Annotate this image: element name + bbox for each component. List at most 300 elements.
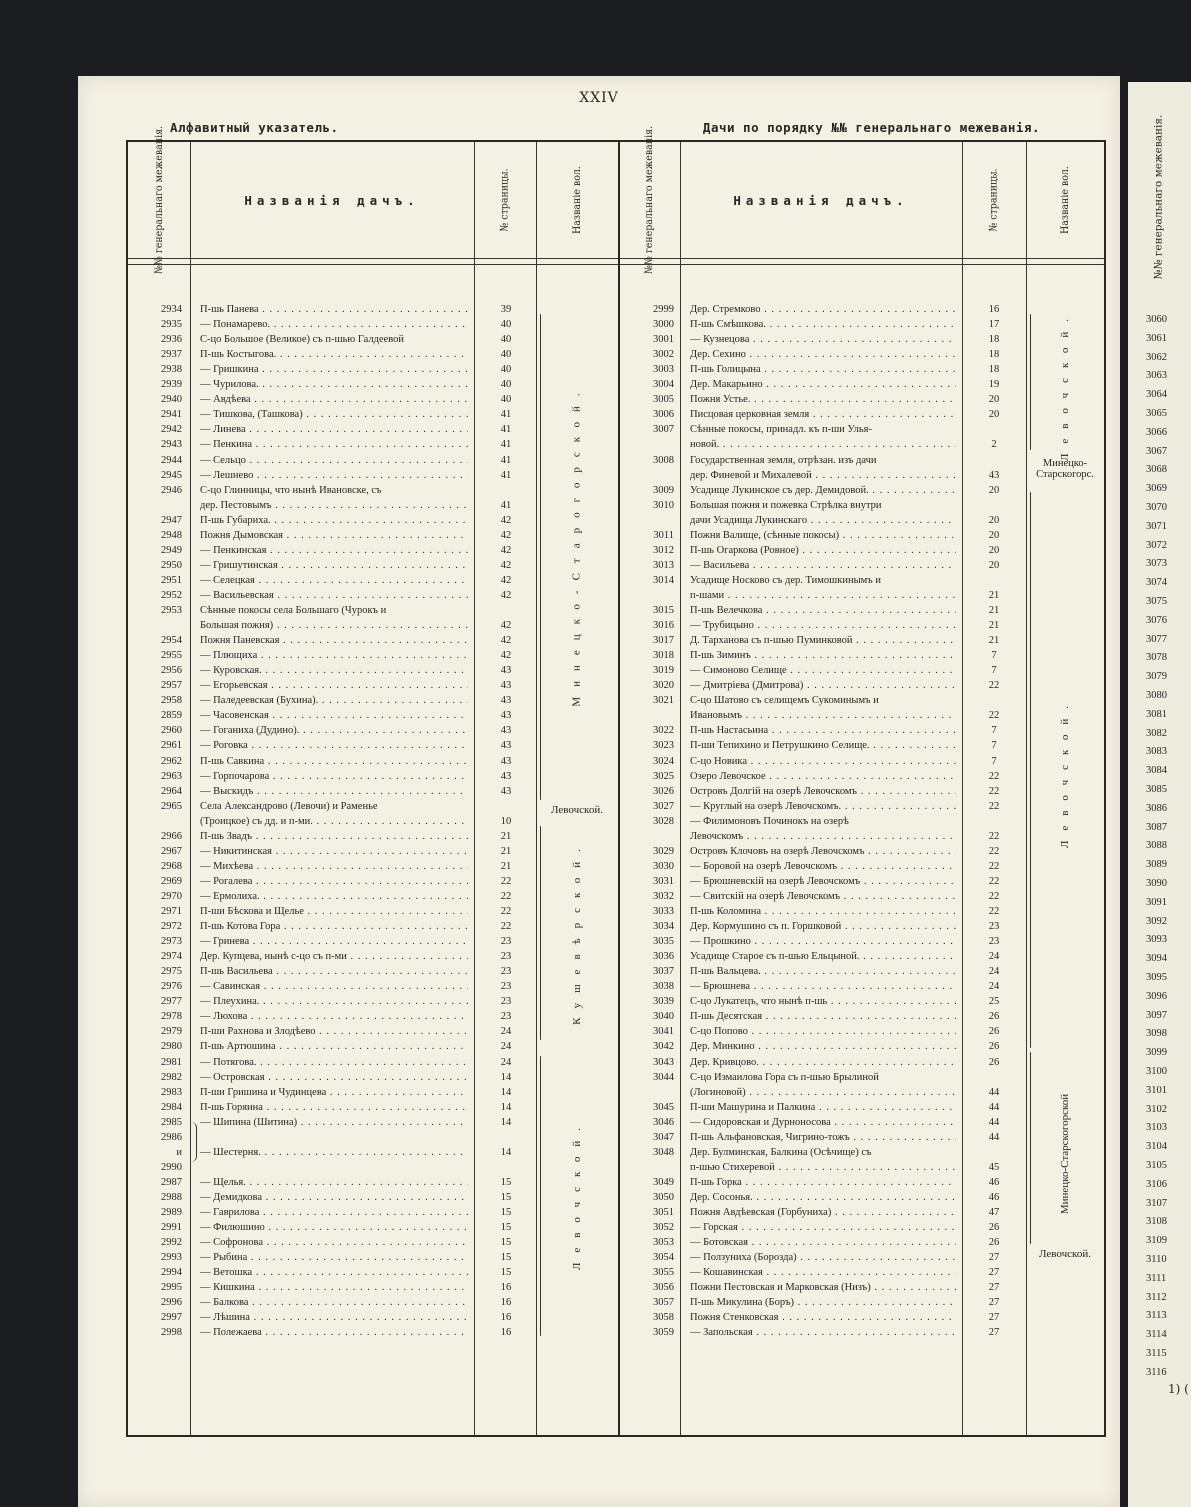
- left-row-number: 2954: [161, 635, 182, 646]
- next-page-number: 3098: [1146, 1028, 1167, 1039]
- left-row-name: — Егорьевская . . .: [200, 678, 468, 693]
- left-row-name: — Щелья. . . .: [200, 1175, 468, 1190]
- left-row-page: 15: [500, 1222, 512, 1233]
- right-row-name: Островъ Долгій на озерѣ Левочскомъ . . .: [690, 784, 956, 799]
- left-row-page: 40: [500, 349, 512, 360]
- volost-brace: [540, 1056, 541, 1336]
- left-row-page: 43: [500, 725, 512, 736]
- left-row-number: 2859: [161, 710, 182, 721]
- right-row-name: Дер. Сосонья. . . .: [690, 1190, 956, 1205]
- left-row-name: — Рогалева . . .: [200, 874, 468, 889]
- left-row-name: — Филюшино . . .: [200, 1220, 468, 1235]
- right-row-number: 3056: [653, 1282, 674, 1293]
- left-row-number: 2983: [161, 1087, 182, 1098]
- left-row-name: — Гоганиха (Дудино). . . .: [200, 723, 468, 738]
- right-row-page: 47: [988, 1207, 1000, 1218]
- left-row-page: 21: [500, 831, 512, 842]
- right-row-number: 3053: [653, 1237, 674, 1248]
- left-row-name: — Выскидъ . . .: [200, 784, 468, 799]
- right-row-name: С-цо Попово . . .: [690, 1024, 956, 1039]
- right-row-page: 27: [988, 1327, 1000, 1338]
- right-row-number: 3051: [653, 1207, 674, 1218]
- left-row-page: 16: [500, 1327, 512, 1338]
- left-row-number: 2939: [161, 379, 182, 390]
- right-row-name: П-шь Горка . . .: [690, 1175, 956, 1190]
- right-row-name: Усадище Лукинское съ дер. Демидовой. . . .: [690, 483, 956, 498]
- right-row-number: 3041: [653, 1026, 674, 1037]
- row-brace: [188, 1122, 197, 1162]
- volost-right-3: Левочской.: [1059, 696, 1072, 848]
- right-row-page: 22: [988, 906, 1000, 917]
- right-row-page: 26: [988, 1041, 1000, 1052]
- right-row-page: 26: [988, 1026, 1000, 1037]
- left-row-name: П-шь Савкина . . .: [200, 754, 468, 769]
- left-row-name: Села Александрово (Левочи) и Раменье: [200, 801, 378, 812]
- left-row-page: 43: [500, 756, 512, 767]
- left-row-page: 42: [500, 635, 512, 646]
- right-row-name: — Брюшнева . . .: [690, 979, 956, 994]
- left-row-number: 2957: [161, 680, 182, 691]
- right-row-page: 24: [988, 951, 1000, 962]
- left-row-name: — Лешнево . . .: [200, 468, 468, 483]
- next-page-number: 3102: [1146, 1104, 1167, 1115]
- right-row-name: Ивановымъ . . .: [690, 708, 956, 723]
- right-row-name: П-шь Огаркова (Ровное) . . .: [690, 543, 956, 558]
- left-row-page: 15: [500, 1237, 512, 1248]
- left-row-name: — Потягова. . . .: [200, 1055, 468, 1070]
- right-row-number: 3011: [653, 530, 674, 541]
- next-page-number: 3113: [1146, 1310, 1167, 1321]
- right-row-page: 20: [988, 485, 1000, 496]
- right-row-name: п-шью Стихеревой . . .: [690, 1160, 956, 1175]
- right-row-page: 27: [988, 1267, 1000, 1278]
- left-row-page: 15: [500, 1192, 512, 1203]
- left-row-page: 23: [500, 951, 512, 962]
- left-row-name: П-шь Горяина . . .: [200, 1100, 468, 1115]
- col-head-name-left: Названія дачъ.: [244, 192, 420, 208]
- left-row-name: П-шь Губариха. . . .: [200, 513, 468, 528]
- next-page-number: 3067: [1146, 446, 1167, 457]
- left-row-number: 2995: [161, 1282, 182, 1293]
- col-head-page-left: № страницы.: [499, 168, 512, 232]
- next-page-number: 3085: [1146, 784, 1167, 795]
- left-row-page: 42: [500, 575, 512, 586]
- left-row-number: 2943: [161, 439, 182, 450]
- next-page-number: 3080: [1146, 690, 1167, 701]
- left-row-page: 42: [500, 515, 512, 526]
- right-row-name: Пожня Валище, (сѣнные покосы) . . .: [690, 528, 956, 543]
- right-row-number: 3037: [653, 966, 674, 977]
- volost-left-2: Левочской.: [551, 804, 603, 816]
- left-row-name: Пожня Дымовская . . .: [200, 528, 468, 543]
- left-row-name: П-шь Котова Гора . . .: [200, 919, 468, 934]
- right-row-name: Дер. Стремково . . .: [690, 302, 956, 317]
- left-row-page: 40: [500, 379, 512, 390]
- left-row-number: 2947: [161, 515, 182, 526]
- left-row-page: 22: [500, 891, 512, 902]
- left-row-name: — Никитинская . . .: [200, 844, 468, 859]
- right-row-number: 3001: [653, 334, 674, 345]
- right-row-number: 3017: [653, 635, 674, 646]
- right-row-name: п-шами . . .: [690, 588, 956, 603]
- right-row-name: П-шь Велечкова . . .: [690, 603, 956, 618]
- volost-left-4: Левочской.: [571, 1118, 584, 1270]
- next-page-number: 3103: [1146, 1122, 1167, 1133]
- left-row-page: 21: [500, 846, 512, 857]
- right-row-number: 3000: [653, 319, 674, 330]
- right-row-number: 3054: [653, 1252, 674, 1263]
- left-row-page: 40: [500, 334, 512, 345]
- next-page-number: 3097: [1146, 1010, 1167, 1021]
- right-row-page: 23: [988, 936, 1000, 947]
- left-row-name: — Селецкая . . .: [200, 573, 468, 588]
- right-row-number: 3030: [653, 861, 674, 872]
- right-row-number: 3007: [653, 424, 674, 435]
- left-row-number: и: [176, 1147, 182, 1158]
- left-row-page: 22: [500, 876, 512, 887]
- right-row-page: 44: [988, 1117, 1000, 1128]
- left-row-name: П-ши Гришина и Чудинцева . . .: [200, 1085, 468, 1100]
- right-row-page: 16: [988, 304, 1000, 315]
- right-row-number: 3010: [653, 500, 674, 511]
- right-row-page: [964, 453, 1024, 468]
- left-row-page: 41: [500, 470, 512, 481]
- right-row-page: [964, 814, 1024, 829]
- left-row-number: 2941: [161, 409, 182, 420]
- right-row-name: — Свитскій на озерѣ Левочскомъ . . .: [690, 889, 956, 904]
- right-row-page: 18: [988, 364, 1000, 375]
- next-page-number: 3082: [1146, 728, 1167, 739]
- col-rule: [474, 142, 475, 1435]
- left-row-number: [130, 814, 182, 829]
- left-row-name: — Люхова . . .: [200, 1009, 468, 1024]
- right-row-page: 22: [988, 771, 1000, 782]
- left-row-number: 2950: [161, 560, 182, 571]
- left-row-page: 39: [500, 304, 512, 315]
- next-page-number: 3111: [1146, 1273, 1167, 1284]
- left-row-page: 43: [500, 710, 512, 721]
- right-row-page: 20: [988, 409, 1000, 420]
- left-row-page: 40: [500, 394, 512, 405]
- left-row-number: [130, 618, 182, 633]
- left-row-number: 2991: [161, 1222, 182, 1233]
- left-row-page: 24: [500, 1041, 512, 1052]
- col-head-num-left: №№ генеральнаго межеванія.: [153, 125, 166, 275]
- left-row-name: [200, 1130, 468, 1145]
- right-row-number: 3032: [653, 891, 674, 902]
- left-row-number: 2976: [161, 981, 182, 992]
- right-row-number: 3039: [653, 996, 674, 1007]
- left-row-page: 23: [500, 966, 512, 977]
- left-row-number: 2953: [161, 605, 182, 616]
- left-row-page: 42: [500, 620, 512, 631]
- right-row-page: 20: [988, 394, 1000, 405]
- next-page-number: 3101: [1146, 1085, 1167, 1096]
- left-row-page: [476, 483, 536, 498]
- left-row-name: П-шь Артюшина . . .: [200, 1039, 468, 1054]
- right-row-number: 3033: [653, 906, 674, 917]
- left-row-number: 2958: [161, 695, 182, 706]
- right-row-page: 21: [988, 635, 1000, 646]
- volost-brace: [1030, 314, 1031, 450]
- next-page-number: 3091: [1146, 897, 1167, 908]
- left-row-number: 2935: [161, 319, 182, 330]
- next-page-number: 3092: [1146, 916, 1167, 927]
- left-row-page: 43: [500, 771, 512, 782]
- right-row-name: Дер. Булминская, Балкина (Осѣчище) съ: [690, 1147, 872, 1158]
- right-row-page: 20: [988, 530, 1000, 541]
- left-row-name: — Островская . . .: [200, 1070, 468, 1085]
- left-row-number: 2968: [161, 861, 182, 872]
- left-row-name: — Ермолиха. . . .: [200, 889, 468, 904]
- right-row-name: — Круглый на озерѣ Левочскомъ. . . .: [690, 799, 956, 814]
- right-row-number: 3026: [653, 786, 674, 797]
- right-row-number: [622, 513, 674, 528]
- right-row-number: 3047: [653, 1132, 674, 1143]
- right-row-page: 22: [988, 801, 1000, 812]
- right-row-page: 17: [988, 319, 1000, 330]
- right-row-number: 3014: [653, 575, 674, 586]
- left-row-number: 2936: [161, 334, 182, 345]
- next-page-number: 3084: [1146, 765, 1167, 776]
- next-page-number: 3072: [1146, 540, 1167, 551]
- left-row-name: (Троицкое) съ дд. и п-ми. . . .: [200, 814, 468, 829]
- left-row-number: 2937: [161, 349, 182, 360]
- left-row-number: 2962: [161, 756, 182, 767]
- right-row-name: Дер. Минкино . . .: [690, 1039, 956, 1054]
- left-row-page: 15: [500, 1252, 512, 1263]
- left-row-number: 2949: [161, 545, 182, 556]
- next-page-number: 3114: [1146, 1329, 1167, 1340]
- right-row-page: 44: [988, 1132, 1000, 1143]
- left-row-name: — Роговка . . .: [200, 738, 468, 753]
- right-row-number: 3016: [653, 620, 674, 631]
- left-row-name: П-ши Бѣскова и Щелье . . .: [200, 904, 468, 919]
- right-row-page: 44: [988, 1102, 1000, 1113]
- right-row-page: 45: [988, 1162, 1000, 1173]
- next-page-number: 3105: [1146, 1160, 1167, 1171]
- left-row-name: — Демидкова . . .: [200, 1190, 468, 1205]
- right-row-page: 44: [988, 1087, 1000, 1098]
- right-row-page: 22: [988, 846, 1000, 857]
- left-row-name: — Линева . . .: [200, 422, 468, 437]
- next-page-number: 3078: [1146, 652, 1167, 663]
- left-row-page: 22: [500, 921, 512, 932]
- right-row-number: 3044: [653, 1072, 674, 1083]
- right-row-number: 3028: [653, 816, 674, 827]
- left-row-name: П-шь Костыгова. . . .: [200, 347, 468, 362]
- col-rule-center: [618, 142, 620, 1435]
- right-row-number: 3015: [653, 605, 674, 616]
- left-row-name: Пожня Паневская . . .: [200, 633, 468, 648]
- next-page-number: 3076: [1146, 615, 1167, 626]
- right-row-number: 3020: [653, 680, 674, 691]
- left-row-page: 41: [500, 455, 512, 466]
- left-row-number: 2946: [161, 485, 182, 496]
- header-rule-2: [128, 264, 1104, 265]
- right-row-number: 3046: [653, 1117, 674, 1128]
- right-row-number: 3005: [653, 394, 674, 405]
- col-head-vol-left: Названіе вол.: [571, 166, 583, 234]
- right-row-page: 20: [988, 545, 1000, 556]
- next-page-number: 3086: [1146, 803, 1167, 814]
- right-row-page: [964, 1145, 1024, 1160]
- right-row-number: 3025: [653, 771, 674, 782]
- col-head-name-right: Названія дачъ.: [733, 192, 909, 208]
- right-row-name: — Горская . . .: [690, 1220, 956, 1235]
- next-page-number: 3069: [1146, 483, 1167, 494]
- right-row-name: — Сидоровская и Дурноносова . . .: [690, 1115, 956, 1130]
- left-row-name: — Тишкова, (Ташкова) . . .: [200, 407, 468, 422]
- left-row-name: — Плющиха . . .: [200, 648, 468, 663]
- next-page-number: 3071: [1146, 521, 1167, 532]
- next-page-number: 3115: [1146, 1348, 1167, 1359]
- right-row-number: 3040: [653, 1011, 674, 1022]
- left-row-number: 2977: [161, 996, 182, 1007]
- left-row-page: 23: [500, 996, 512, 1007]
- left-row-name: [200, 1160, 468, 1175]
- left-row-name: Большая пожня) . . .: [200, 618, 468, 633]
- right-row-number: 3052: [653, 1222, 674, 1233]
- left-row-number: 2978: [161, 1011, 182, 1022]
- right-row-number: 3009: [653, 485, 674, 496]
- left-row-number: 2982: [161, 1072, 182, 1083]
- right-row-number: [622, 1160, 674, 1175]
- left-row-number: 2980: [161, 1041, 182, 1052]
- next-page-number: 3093: [1146, 934, 1167, 945]
- left-row-name: — Понамарево. . . .: [200, 317, 468, 332]
- right-row-name: П-шь Смѣшкова. . . .: [690, 317, 956, 332]
- left-row-number: 2969: [161, 876, 182, 887]
- left-row-name: — Гаврилова . . .: [200, 1205, 468, 1220]
- next-page-number: 3087: [1146, 822, 1167, 833]
- right-row-number: 3027: [653, 801, 674, 812]
- left-row-number: 2963: [161, 771, 182, 782]
- next-page-number: 3062: [1146, 352, 1167, 363]
- volost-brace: [1030, 492, 1031, 1048]
- left-row-name: С-цо Большое (Великое) съ п-шью Галдеевой: [200, 334, 405, 345]
- left-row-page: 10: [500, 816, 512, 827]
- right-row-page: 7: [991, 665, 997, 676]
- right-row-name: Сѣнные покосы, принадл. къ п-ши Улья-: [690, 424, 873, 435]
- left-row-page: 14: [500, 1072, 512, 1083]
- right-row-name: С-цо Шатово съ селищемъ Сукоминымъ и: [690, 695, 879, 706]
- right-row-page: 22: [988, 861, 1000, 872]
- right-row-page: 22: [988, 831, 1000, 842]
- right-row-page: 22: [988, 680, 1000, 691]
- left-row-number: 2967: [161, 846, 182, 857]
- right-row-number: 3035: [653, 936, 674, 947]
- col-head-page-right: № страницы.: [987, 168, 1000, 232]
- right-row-name: П-шь Настасьина . . .: [690, 723, 956, 738]
- next-page-header: №№ генеральнаго межеванія.: [1152, 114, 1165, 280]
- right-row-page: 20: [988, 560, 1000, 571]
- left-row-name: — Часовенская . . .: [200, 708, 468, 723]
- left-row-name: дер. Пестовымъ . . .: [200, 498, 468, 513]
- right-row-page: 46: [988, 1177, 1000, 1188]
- next-page-number: 3110: [1146, 1254, 1167, 1265]
- next-page-number: 3112: [1146, 1292, 1167, 1303]
- right-row-name: (Логиновой) . . .: [690, 1085, 956, 1100]
- right-row-name: — Брюшневскій на озерѣ Левочскомъ . . .: [690, 874, 956, 889]
- left-row-page: 43: [500, 665, 512, 676]
- right-row-name: дачи Усадища Лукинскаго . . .: [690, 513, 956, 528]
- right-row-page: 22: [988, 891, 1000, 902]
- right-row-name: Островъ Клочовъ на озерѣ Левочскомъ . . .: [690, 844, 956, 859]
- right-row-page: 7: [991, 650, 997, 661]
- right-row-number: 3018: [653, 650, 674, 661]
- right-row-name: Писцовая церковная земля . . .: [690, 407, 956, 422]
- left-row-number: 2940: [161, 394, 182, 405]
- left-row-number: 2942: [161, 424, 182, 435]
- left-row-number: [130, 498, 182, 513]
- left-row-name: — Рыбина . . .: [200, 1250, 468, 1265]
- next-page-number: 3074: [1146, 577, 1167, 588]
- right-row-number: 3031: [653, 876, 674, 887]
- right-row-page: 27: [988, 1252, 1000, 1263]
- right-row-name: П-шь Микулина (Боръ) . . .: [690, 1295, 956, 1310]
- right-row-page: 22: [988, 786, 1000, 797]
- left-row-name: — Куровская. . . .: [200, 663, 468, 678]
- left-row-page: 23: [500, 936, 512, 947]
- right-row-page: 25: [988, 996, 1000, 1007]
- right-row-number: 3048: [653, 1147, 674, 1158]
- left-row-page: 21: [500, 861, 512, 872]
- left-row-page: 42: [500, 650, 512, 661]
- left-row-name: — Васильевская . . .: [200, 588, 468, 603]
- right-row-page: 22: [988, 876, 1000, 887]
- col-head-num-right: №№ генеральнаго межеванія.: [643, 125, 656, 275]
- left-row-number: 2952: [161, 590, 182, 601]
- left-row-page: 15: [500, 1207, 512, 1218]
- left-row-number: 2996: [161, 1297, 182, 1308]
- right-row-name: Усадище Старое съ п-шью Ельцыной. . . .: [690, 949, 956, 964]
- right-row-page: 26: [988, 1011, 1000, 1022]
- right-row-number: 3003: [653, 364, 674, 375]
- left-row-page: 22: [500, 906, 512, 917]
- right-row-name: — Боровой на озерѣ Левочскомъ . . .: [690, 859, 956, 874]
- left-row-name: — Паледеевская (Бухина). . . .: [200, 693, 468, 708]
- left-row-name: — Савинская . . .: [200, 979, 468, 994]
- left-row-number: 2992: [161, 1237, 182, 1248]
- next-page-number: 3079: [1146, 671, 1167, 682]
- right-row-number: [622, 1085, 674, 1100]
- next-page-strip: [1128, 82, 1191, 1507]
- right-row-name: — Дмитріева (Дмитрова) . . .: [690, 678, 956, 693]
- next-page-number: 3075: [1146, 596, 1167, 607]
- right-row-number: 3058: [653, 1312, 674, 1323]
- left-row-page: 42: [500, 560, 512, 571]
- left-row-number: 2972: [161, 921, 182, 932]
- right-row-name: С-цо Новика . . .: [690, 754, 956, 769]
- left-row-name: П-шь Звадъ . . .: [200, 829, 468, 844]
- right-row-name: Д. Тарханова съ п-шью Пуминковой . . .: [690, 633, 956, 648]
- right-row-number: 3004: [653, 379, 674, 390]
- header-left: Алфавитный указатель.: [170, 120, 339, 135]
- right-row-name: П-шь Зиминъ . . .: [690, 648, 956, 663]
- right-row-page: 26: [988, 1057, 1000, 1068]
- left-row-number: 2955: [161, 650, 182, 661]
- left-row-name: Дер. Купцева, нынѣ с-цо съ п-ми . . .: [200, 949, 468, 964]
- left-row-number: 2975: [161, 966, 182, 977]
- next-page-number: 3060: [1146, 314, 1167, 325]
- footnote: 1) (: [1168, 1382, 1189, 1396]
- left-row-name: — Полежаева . . .: [200, 1325, 468, 1340]
- right-row-number: 3029: [653, 846, 674, 857]
- left-row-page: 41: [500, 409, 512, 420]
- left-row-number: 2960: [161, 725, 182, 736]
- right-row-name: — Симоново Селище . . .: [690, 663, 956, 678]
